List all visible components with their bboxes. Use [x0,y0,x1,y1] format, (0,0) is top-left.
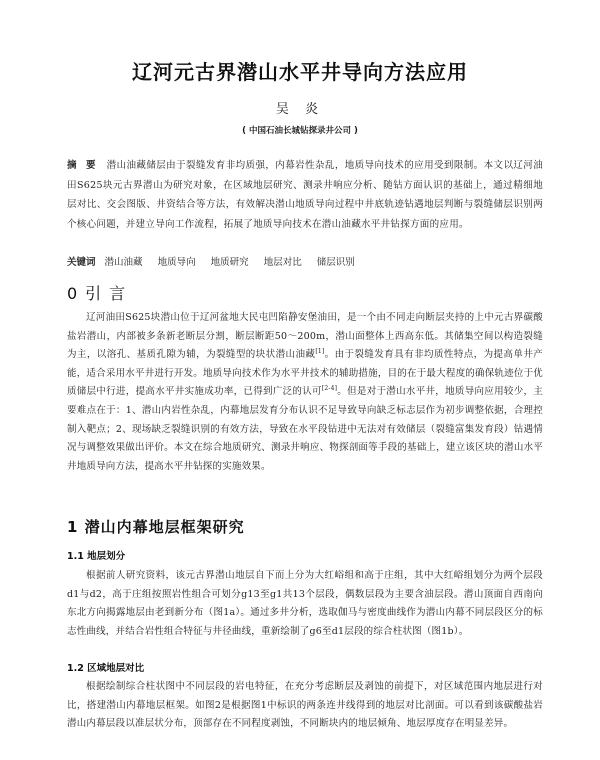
abstract [67,156,543,234]
keywords-label: 关键词 [67,257,96,268]
keywords [67,254,543,272]
section-1-2-heading: 1.2 区域地层对比 [67,663,145,674]
citation-ref: [2-4] [321,385,338,393]
keyword: 地质研究 [210,257,249,268]
intro-text-b: 。由于裂缝发育具有非均质性特点，为提高单井产能，适合采用水平井进行开发。地质导向技术作为水平井技术的辅助措施，目的在于最大程度的确保轨迹位于优质储层中行进，提高水平井实施成功率，已得到广泛的认可 [67,349,543,398]
citation-ref: [1] [315,348,325,356]
keyword: 地质导向 [157,257,196,268]
abstract-label: 摘 要 [67,160,99,171]
keyword: 储层识别 [316,257,355,268]
abstract-text: 潜山油藏储层由于裂缝发育非均质强，内幕岩性杂乱，地质导向技术的应用受到限制。本文以辽河油田S625块元古界潜山为研究对象，在区域地层研究、测录井响应分析、随钻方面认识的基础上，通过精细地层对比、交会图版、井资结合等方法，有效解决潜山地质导向过程中井底轨迹钻遇地层判断与裂缝储层识别两个核心问题，并建立导向工作流程，拓展了地质导向技术在潜山油藏水平井钻探方面的应用。 [67,160,543,230]
section-1-2-paragraph: 根据绘制综合柱状图中不同层段的岩电特征，在充分考虑断层及剥蚀的前提下，对区域范围内地层进行对比，搭建潜山内幕地层框架。如图2是根据图1中标识的两条连井线得到的地层对比剖面。可以看到该碳酸盐岩潜山内幕层段以准层状分布，顶部存在不同程度剥蚀，不同断块内的地层倾角、地层厚度存在明显差异。 [67,681,543,730]
section-1-1-paragraph: 根据前人研究资料，该元古界潜山地层自下而上分为大红峪组和高于庄组，其中大红峪组划分为两个层段d1与d2，高于庄组按照岩性组合可划分g13至g1共13个层段，偶数层段为主要含油层段。潜山顶面自西南向东北方向揭露地层由老到新分布（图1a）。通过多井分析，选取伽马与密度曲线作为潜山内幕不同层段区分的标志性曲线，并结合岩性组合特征与井径曲线，重新绘制了g6至d1层段的综合柱状图（图1b）。 [67,570,543,637]
paper-title: 辽河元古界潜山水平井导向方法应用 [132,60,468,84]
section-1-heading: 1 潜山内幕地层框架研究 [67,518,245,536]
keyword: 地层对比 [263,257,302,268]
section-1-1-heading: 1.1 地层划分 [67,551,126,562]
intro-paragraph [67,309,543,476]
keyword: 潜山油藏 [104,257,143,268]
author-affiliation: ( 中国石油长城钻探录井公司 ) [242,126,358,136]
author-name: 吴 炎 [275,102,325,117]
intro-text-a: 辽河油田S625块潜山位于辽河盆地大民屯凹陷静安堡油田，是一个由不同走向断层夹持的上中元古界碳酸盐岩潜山，内部被多条新老断层分割，断层断距50～200m，潜山面整体上西高东低。其储集空间以构造裂缝为主，以溶孔、基质孔隙为辅，为裂缝型的块状潜山油藏 [67,312,543,361]
intro-heading: 0引言 [67,284,134,303]
intro-text-c: 。但是对于潜山水平井，地质导向应用较少，主要难点在于：1、潜山内岩性杂乱，内幕地层发育分布认识不足导致导向缺乏标志层作为初步调整依据，合理控制入靶点；2、现场缺乏裂缝识别的有效方法，导致在水平段钻进中无法对有效储层（裂缝富集发育段）钻遇情况与调整效果做出评价。本文在综合地质研究、测录井响应、物探剖面等手段的基础上，建立该区块的潜山水平井地质导向方法，提高水平井钻探的实施效果。 [67,386,544,472]
